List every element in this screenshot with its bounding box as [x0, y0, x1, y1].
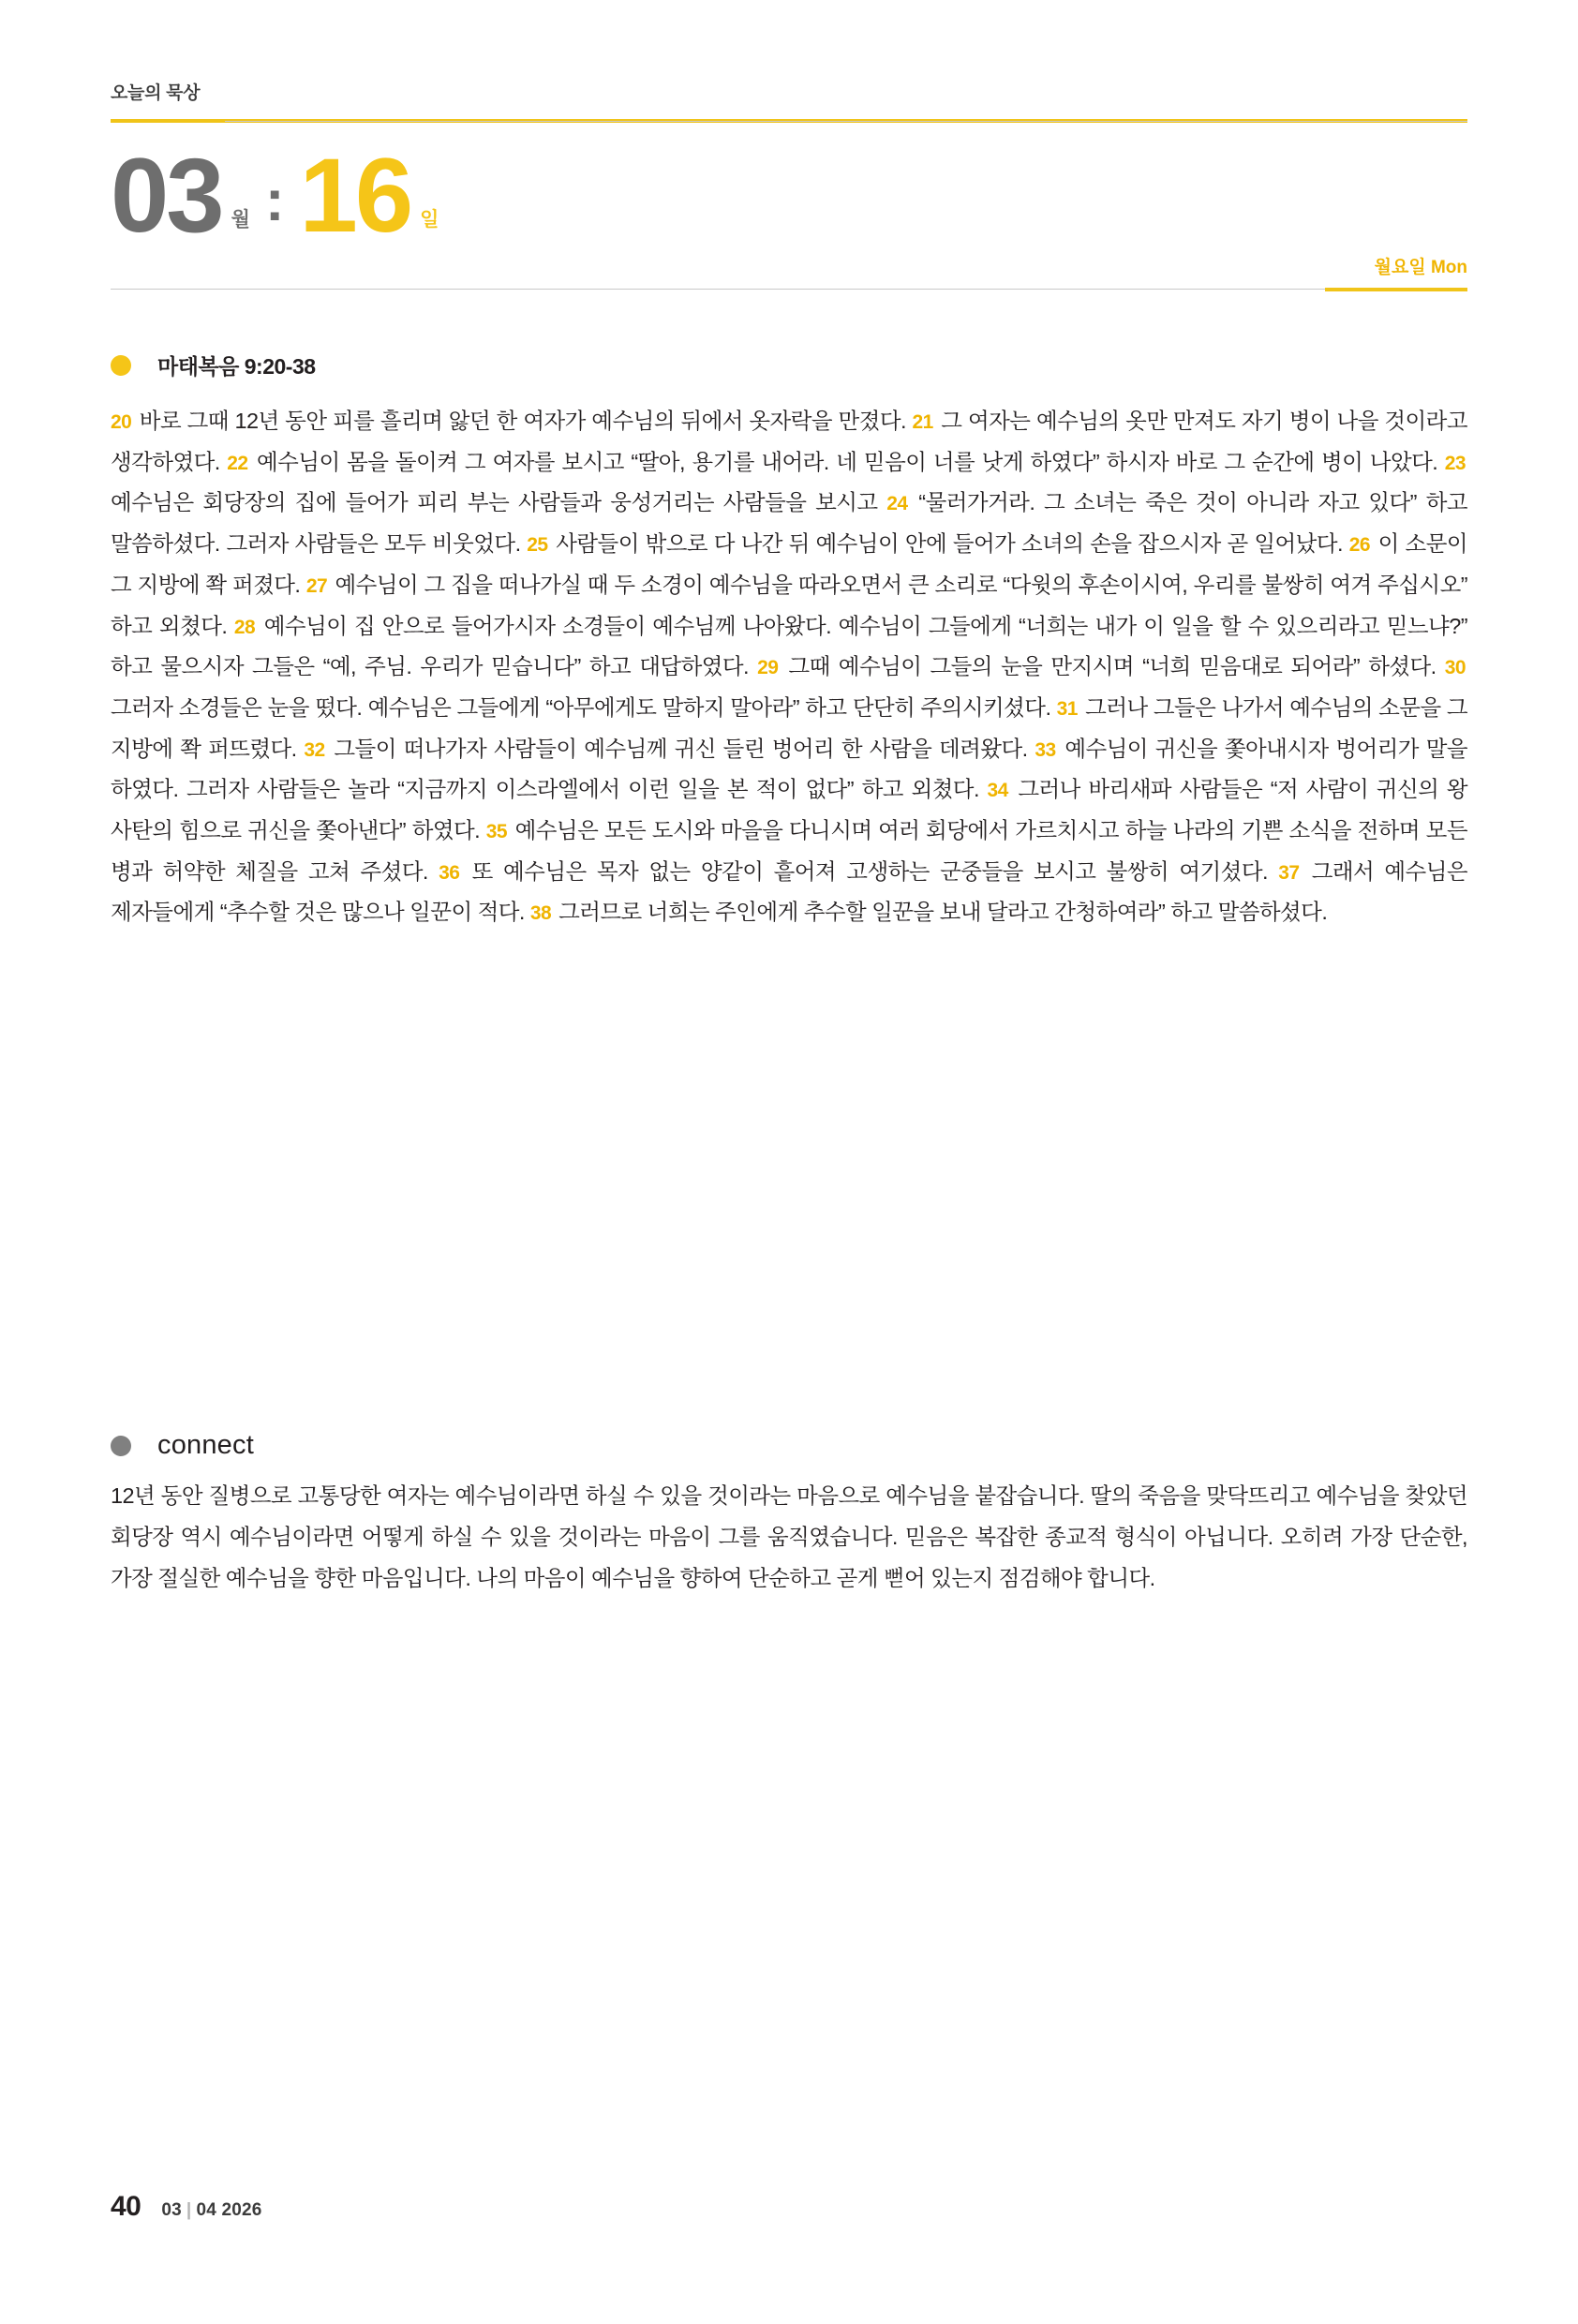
- bullet-dot-gray-icon: [111, 1436, 131, 1456]
- connect-body: 12년 동안 질병으로 고통당한 여자는 예수님이라면 하실 수 있을 것이라는 마음으로 예수님을 붙잡습니다. 딸의 죽음을 맞닥뜨리고 예수님을 찾았던 회당장 역시 예수님이라면 어떻게 하실 수 있을 것이라는 마음이 그를 움직였습니다. 믿음은 복잡한 종교적 형식이 아닙니다. 오히려 가장 단순한, 가장 절실한 예수님을 향한 마음입니다. 나의 마음이 예수님을 향하여 단순하고 곧게 뻗어 있는지 점검해야 합니다.: [111, 1483, 1467, 1590]
- verse-text: 예수님이 그 집을 떠나가실 때 두 소경이 예수님을 따라오면서 큰 소리로 “다윗의 후손이시여, 우리를 불쌍히 여겨 주십시오” 하고 외쳤다.: [111, 572, 1467, 638]
- date-day: 16: [299, 137, 411, 254]
- passage-reference: 마태복음 9:20-38: [157, 354, 316, 379]
- verse-number: 34: [987, 780, 1008, 802]
- date-numbers: [111, 123, 1467, 254]
- verse-text: 바로 그때 12년 동안 피를 흘리며 앓던 한 여자가 예수님의 뒤에서 옷자락을 만졌다.: [133, 409, 913, 433]
- verse-number: 27: [305, 574, 328, 597]
- verse-number: 21: [912, 411, 933, 433]
- verse-text: 예수님이 집 안으로 들어가시자 소경들이 예수님께 나아왔다. 예수님이 그들에게 “너희는 내가 이 일을 할 수 있으리라고 믿느냐?” 하고 물으시자 그들은 “예, 주님. 우리가 믿습니다” 하고 대답하였다.: [111, 613, 1467, 679]
- verse-text: 그들이 떠나가자 사람들이 예수님께 귀신 들린 벙어리 한 사람을 데려왔다.: [326, 736, 1035, 761]
- verse-number: 26: [1348, 534, 1370, 557]
- verse-text: 또 예수님은 목자 없는 양같이 흩어져 고생하는 군중들을 보시고 불쌍히 여기셨다.: [461, 858, 1279, 884]
- page-footer: [111, 2191, 262, 2223]
- verse-text: 예수님은 모든 도시와 마을을 다니시며 여러 회당에서 가르치시고 하늘 나라의 기쁜 소식을 전하며 모든 병과 허약한 체질을 고쳐 주셨다.: [111, 818, 1467, 884]
- verse-number: 38: [529, 902, 552, 925]
- date-month: 03: [111, 137, 222, 254]
- issue-separator: |: [186, 2200, 192, 2220]
- verse-number: 35: [485, 821, 508, 843]
- verse-text: 그래서 예수님은 제자들에게 “추수할 것은 많으나 일꾼이 적다.: [111, 858, 1467, 925]
- verse-number: 29: [757, 657, 779, 679]
- passage-header: [111, 350, 1467, 380]
- verse-number: 28: [233, 616, 256, 638]
- connect-header: [111, 1430, 1467, 1461]
- verse-text: 그러자 소경들은 눈을 떴다. 예수님은 그들에게 “아무에게도 말하지 말아라” 하고 단단히 주의시키셨다.: [111, 694, 1057, 720]
- verse-text: 그 여자는 예수님의 옷만 만져도 자기 병이 나을 것이라고 생각하였다.: [111, 409, 1467, 474]
- verse-text: 그러므로 너희는 주인에게 추수할 일꾼을 보내 달라고 간청하여라” 하고 말씀하셨다.: [553, 900, 1328, 925]
- verse-number: 24: [886, 493, 908, 515]
- issue-info: [161, 2200, 261, 2221]
- verse-number: 22: [227, 452, 248, 474]
- weekday-label: 월요일 Mon: [1374, 258, 1467, 277]
- page-number: 40: [111, 2191, 141, 2222]
- page-kicker: 오늘의 묵상: [111, 83, 201, 103]
- verse-text: 예수님이 귀신을 쫓아내시자 벙어리가 말을 하였다. 그러자 사람들은 놀라 “지금까지 이스라엘에서 이런 일을 본 적이 없다” 하고 외쳤다.: [111, 736, 1467, 802]
- verse-text: “물러가거라. 그 소녀는 죽은 것이 아니라 자고 있다” 하고 말씀하셨다. 그러자 사람들은 모두 비웃었다.: [111, 490, 1467, 557]
- verse-number: 36: [439, 861, 460, 884]
- verse-number: 25: [527, 534, 548, 557]
- verse-number: 30: [1444, 657, 1466, 679]
- bullet-dot-icon: [111, 355, 131, 376]
- passage-body: [111, 401, 1467, 933]
- verse-number: 31: [1056, 697, 1078, 720]
- verse-number: 37: [1278, 861, 1300, 884]
- verse-text: 예수님은 회당장의 집에 들어가 피리 부는 사람들과 웅성거리는 사람들을 보시고: [111, 490, 887, 515]
- verse-number: 32: [304, 738, 325, 761]
- verse-text: 사람들이 밖으로 다 나간 뒤 예수님이 안에 들어가 소녀의 손을 잡으시자 곧 일어났다.: [549, 531, 1349, 557]
- issue-month: 03: [161, 2200, 182, 2220]
- verse-number: 33: [1035, 738, 1056, 761]
- date-divider: [111, 289, 1467, 290]
- verse-text: 그러나 그들은 나가서 예수님의 소문을 그 지방에 쫙 퍼뜨렸다.: [111, 694, 1467, 761]
- verse-text: 그때 예수님이 그들의 눈을 만지시며 “너희 믿음대로 되어라” 하셨다.: [780, 654, 1445, 679]
- verse-number: 23: [1444, 452, 1466, 474]
- verse-text: 그러나 바리새파 사람들은 “저 사람이 귀신의 왕 사탄의 힘으로 귀신을 쫓아낸다” 하였다.: [111, 777, 1467, 843]
- date-month-unit: 월: [231, 209, 250, 231]
- issue-date: 04 2026: [196, 2200, 262, 2220]
- date-day-unit: 일: [420, 209, 439, 231]
- connect-title: connect: [157, 1430, 254, 1461]
- verse-text: 이 소문이 그 지방에 쫙 퍼졌다.: [111, 531, 1467, 597]
- date-header: [111, 123, 1467, 310]
- date-colon: :: [264, 169, 285, 234]
- verse-number: 20: [111, 411, 132, 433]
- verse-text: 예수님이 몸을 돌이켜 그 여자를 보시고 “딸아, 용기를 내어라. 네 믿음이 너를 낫게 하였다” 하시자 바로 그 순간에 병이 나았다.: [249, 449, 1445, 474]
